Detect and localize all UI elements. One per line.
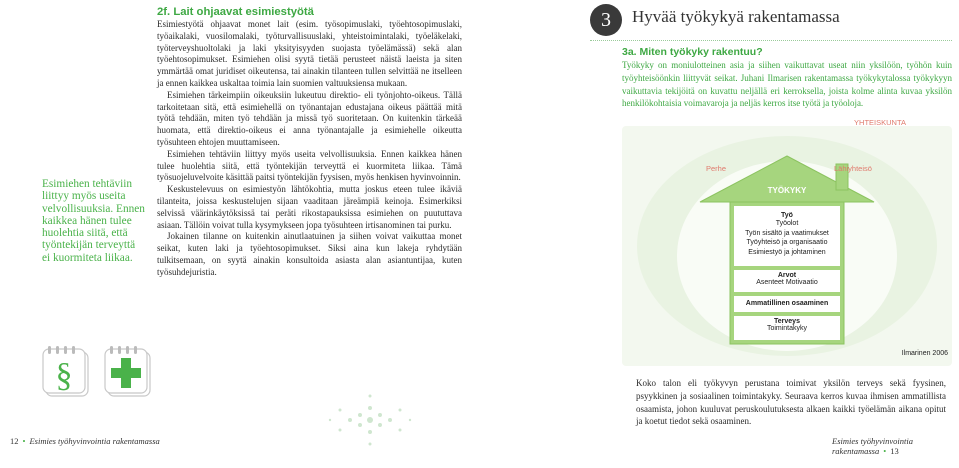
plus-icon — [104, 346, 152, 398]
floor-line: Työyhteisö ja organisaatio — [746, 239, 828, 246]
floor-title: Arvot — [777, 272, 797, 279]
floor-health — [734, 318, 840, 332]
paragraph-icon — [42, 346, 90, 398]
paragraph: Esimiestyötä ohjaavat monet lait (esim. työsopimuslaki, työehtosopimuslaki, työaikalaki, vuosilomalaki, työturvallisuuslaki, yhteistoimintalaki, työeläkelaki, työterveyshuoltolaki ja laki yksityisyyden suojasta työelämässä) sekä alan työehtosopimukset. Esimiehen olisi syytä tietää perusteet näistä laeista ja siten ymmärtää omat juridiset oikeutensa, tai ainakin tilanteen tullen selvittää ne itselleen ja ennen kaikkea uskaltaa toimia lain suomien valtuuksiensa mukaan. — [157, 19, 462, 88]
dot-pattern-decoration — [280, 370, 460, 468]
work-ability-house-diagram — [622, 116, 952, 366]
community-label: Lähiyhteisö — [834, 164, 872, 173]
intro-text: Työkyky on moniulotteinen asia ja siihen vaikuttavat useat niin yksilöön, työhön kuin työyhteisöönkin liittyvät seikat. Juhani Ilmarisen rakentamassa työkykytalossa työkykyyn vaikuttavia tekijöitä on kuvattu neljällä eri kerroksella, joista kolme alinta kuvaa yksilön henkilökohtaisia voimavaroja ja neljäs kerros itse työtä ja työoloja. — [622, 60, 952, 109]
floor-values — [734, 272, 840, 286]
page-number: 12 — [10, 436, 19, 446]
family-label: Perhe — [706, 164, 727, 173]
caption-text: Koko talon eli työkyvyn perustana toimivat yksilön terveys sekä fyysinen, psyykkinen ja sosiaalinen toimintakyky. Seuraava kerros kuvaa ihmisen ammatillista osaamista, johon kuuluvat peruskoulutuksesta alkaen kaikki työelämän aikana opitut ja koetut tiedot sekä osaaminen. — [636, 378, 946, 427]
footer-text: Esimies työhyvinvointia rakentamassa — [832, 436, 913, 456]
body-text — [157, 19, 462, 279]
floor-competence — [734, 300, 840, 307]
paragraph: Esimiehen tehtäviin liittyy myös useita velvollisuuksia. Ennen kaikkea hänen tulee huolehtia siitä, että työntekijän terveyttä ei kuormiteta liikaa. Tämä työsuojeluvelvoite käsittää paitsi työntekijän fyysisen, myös henkisen hyvinvoinnin. — [157, 148, 462, 183]
roof-label: TYÖKYKY — [767, 186, 807, 195]
paragraph: Keskustelevuus on esimiestyön lähtökohtia, mutta joskus eteen tulee ikäviä tilanteita, joissa keskustelujen sijaan vaaditaan järeämpiä keinoja. Esimerkiksi selvissä väärinkäytöksissä tai peräti rikostapauksissa esimiehen on puututtava asiaan. Tällöin voivat tulla kysymykseen jopa työsuhteen irtisanominen tai purku. — [157, 184, 462, 230]
floor-title: Työ — [781, 212, 793, 219]
floor-title: Terveys — [774, 318, 800, 325]
floor-line: Esimiestyö ja johtaminen — [748, 248, 826, 256]
sub-title: 3a. Miten työkyky rakentuu? — [622, 46, 763, 58]
page-number: 13 — [890, 446, 899, 456]
paragraph: Esimiehen tärkeimpiin oikeuksiin lukeutuu direktio- eli työnjohto-oikeus. Tällä tarkoitetaan sitä, että esimiehellä on työnantajan edustajana oikeus päättää mitä työtä tehdään, miten työ tehdään ja missä työ suoritetaan. On kuitenkin tärkeää huomata, että direktio-oikeus ei anna työnantajalle ja esimiehelle oikeutta työsuhteen ehtojen muuttamiseen. — [157, 89, 462, 147]
footer-right: Esimies työhyvinvointia rakentamassa • 13 — [832, 436, 913, 456]
floor-line: Työolot — [775, 220, 799, 227]
floor-title: Ammatillinen osaaminen — [745, 300, 829, 307]
footer-text: Esimies työhyvinvointia rakentamassa — [29, 436, 160, 446]
footer-left: 12 • Esimies työhyvinvointia rakentamassa — [10, 436, 160, 446]
svg-text:§: § — [55, 357, 73, 394]
paragraph: Jokainen tilanne on kuitenkin ainutlaatuinen ja siihen voivat vaikuttaa monet seikat, kuten laki ja työehtosopimukset. Siksi aina kun lakeja ryhdytään tulkitsemaan, on syytä ainakin konsultoida asiasta alan asiantuntijaa, kuten työsuhdejuristia. — [157, 231, 462, 277]
society-label: YHTEISKUNTA — [854, 118, 906, 127]
floor-line: Toimintakyky — [766, 325, 808, 332]
floor-line: Asenteet Motivaatio — [756, 279, 818, 286]
pull-quote: Esimiehen tehtäviin liittyy myös useita velvollisuuksia. Ennen kaikkea hänen tulee huolehtia siitä, että työntekijän terveyttä ei kuormiteta liikaa. — [42, 178, 145, 264]
divider — [590, 40, 952, 41]
chapter-number: 3 — [590, 4, 622, 36]
section-title: 2f. Lait ohjaavat esimiestyötä — [157, 6, 314, 18]
chapter-title: Hyvää työkykyä rakentamassa — [632, 7, 840, 26]
floor-work — [734, 212, 840, 257]
diagram-credit: Ilmarinen 2006 — [901, 350, 948, 357]
floor-line: Työn sisältö ja vaatimukset — [745, 229, 829, 237]
